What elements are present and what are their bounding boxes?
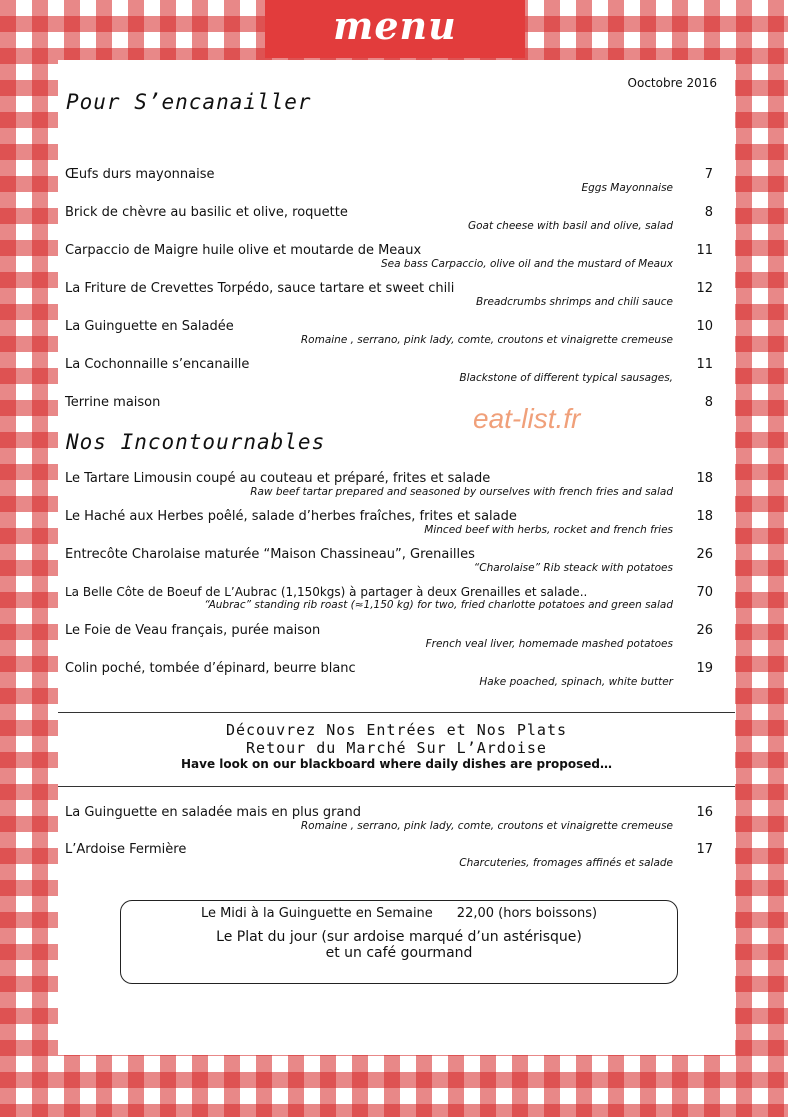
menu-page	[58, 60, 735, 1055]
dish-price: 19	[696, 661, 713, 676]
menu-item	[65, 842, 713, 869]
watermark: eat-list.fr	[473, 403, 581, 434]
dish-price: 18	[696, 509, 713, 524]
lunch-offer-line: et un café gourmand	[325, 945, 473, 961]
blackboard-notice	[58, 721, 735, 771]
dish-price: 8	[704, 395, 713, 410]
menu-item	[65, 623, 713, 650]
dish-translation: Charcuteries, fromages affinés et salade	[459, 857, 673, 869]
dish-translation: Romaine , serrano, pink lady, comte, croutons et vinaigrette cremeuse	[300, 334, 673, 346]
dish-price: 18	[696, 471, 713, 486]
dish-name: La Belle Côte de Boeuf de L’Aubrac (1,150kgs) à partager à deux Grenailles et salade..	[65, 585, 588, 599]
dish-name: Carpaccio de Maigre huile olive et moutarde de Meaux	[65, 243, 422, 258]
menu-item	[65, 243, 713, 270]
dish-translation: Breadcrumbs shrimps and chili sauce	[476, 296, 673, 308]
lunch-offer-price: 22,00 (hors boissons)	[456, 906, 598, 921]
menu-item	[65, 805, 713, 832]
lunch-offer-title	[121, 906, 677, 921]
dish-translation: Goat cheese with basil and olive, salad	[467, 220, 673, 232]
divider	[58, 786, 735, 787]
lunch-offer-box	[120, 900, 678, 984]
section-title-starters: Pour S’encanailler	[66, 90, 312, 114]
menu-banner: menu	[265, 0, 525, 58]
notice-line: Retour du Marché Sur L’Ardoise	[246, 739, 547, 757]
notice-line: Découvrez Nos Entrées et Nos Plats	[225, 721, 568, 739]
dish-price: 26	[696, 547, 713, 562]
lunch-offer-label: Le Midi à la Guinguette en Semaine	[200, 906, 433, 921]
menu-date: Ooctobre 2016	[627, 76, 717, 90]
menu-item	[65, 585, 713, 611]
menu-item	[65, 509, 713, 536]
divider	[58, 712, 735, 713]
dish-name: Le Foie de Veau français, purée maison	[65, 623, 321, 638]
dish-price: 7	[704, 167, 713, 182]
menu-item	[65, 357, 713, 384]
lunch-offer-line: Le Plat du jour (sur ardoise marqué d’un astérisque)	[216, 929, 582, 945]
menu-item	[65, 661, 713, 688]
dish-name: La Guinguette en saladée mais en plus grand	[65, 805, 361, 820]
dish-price: 17	[696, 842, 713, 857]
dish-name: Le Tartare Limousin coupé au couteau et préparé, frites et salade	[65, 471, 491, 486]
dish-translation: Blackstone of different typical sausages,	[459, 372, 673, 384]
dish-name: L’Ardoise Fermière	[65, 842, 187, 857]
dish-price: 16	[696, 805, 713, 820]
dish-translation: Eggs Mayonnaise	[581, 182, 673, 194]
dish-name: La Friture de Crevettes Torpédo, sauce tartare et sweet chili	[65, 281, 455, 296]
dish-price: 70	[696, 585, 713, 600]
menu-item	[65, 205, 713, 232]
dish-name: Brick de chèvre au basilic et olive, roquette	[65, 205, 348, 220]
dish-translation: French veal liver, homemade mashed potatoes	[425, 638, 673, 650]
dish-translation: Raw beef tartar prepared and seasoned by ourselves with french fries and salad	[250, 486, 673, 498]
dish-translation: Minced beef with herbs, rocket and french fries	[424, 524, 673, 536]
dish-price: 10	[696, 319, 713, 334]
dish-translation: “Aubrac” standing rib roast (≈1,150 kg) for two, fried charlotte potatoes and green salad	[204, 599, 673, 611]
notice-line: Have look on our blackboard where daily dishes are proposed…	[181, 757, 612, 771]
dish-price: 11	[696, 357, 713, 372]
menu-item	[65, 167, 713, 194]
dish-name: Œufs durs mayonnaise	[65, 167, 215, 182]
dish-price: 26	[696, 623, 713, 638]
dish-name: La Guinguette en Saladée	[65, 319, 234, 334]
dish-name: Colin poché, tombée d’épinard, beurre blanc	[65, 661, 356, 676]
menu-item	[65, 547, 713, 574]
menu-item	[65, 395, 713, 410]
dish-price: 11	[696, 243, 713, 258]
dish-translation: Sea bass Carpaccio, olive oil and the mustard of Meaux	[380, 258, 673, 270]
dish-price: 8	[704, 205, 713, 220]
dish-name: Le Haché aux Herbes poêlé, salade d’herbes fraîches, frites et salade	[65, 509, 517, 524]
dish-name: La Cochonnaille s’encanaille	[65, 357, 250, 372]
dish-name: Terrine maison	[65, 395, 161, 410]
section-title-signature: Nos Incontournables	[66, 430, 326, 454]
dish-name: Entrecôte Charolaise maturée “Maison Chassineau”, Grenailles	[65, 547, 475, 562]
menu-item	[65, 319, 713, 346]
menu-item	[65, 281, 713, 308]
dish-translation: Hake poached, spinach, white butter	[479, 676, 673, 688]
dish-translation: “Charolaise” Rib steack with potatoes	[473, 562, 673, 574]
menu-item	[65, 471, 713, 498]
dish-translation: Romaine , serrano, pink lady, comte, croutons et vinaigrette cremeuse	[300, 820, 673, 832]
dish-price: 12	[696, 281, 713, 296]
